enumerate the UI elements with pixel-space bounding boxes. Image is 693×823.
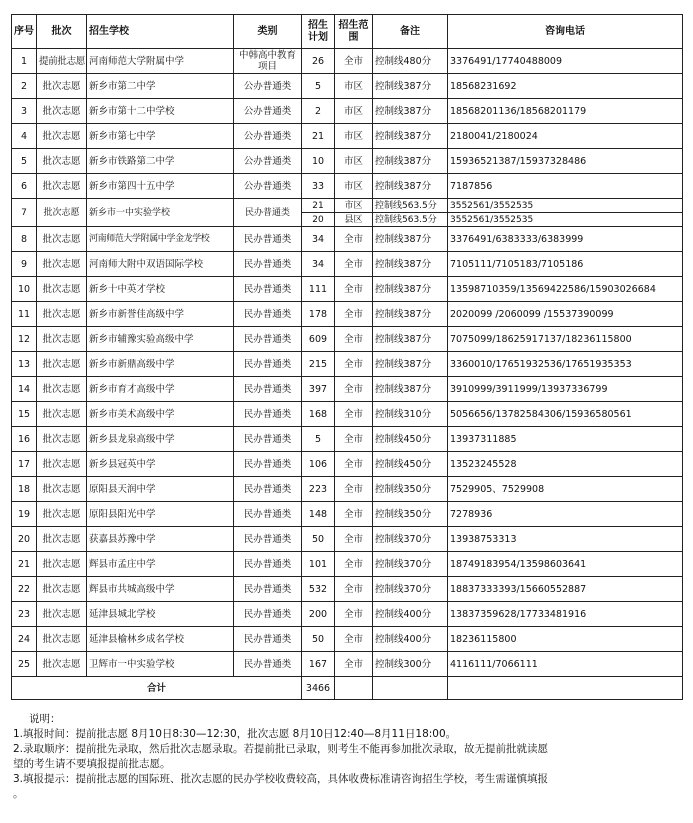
cell-remark: 控制线480分 <box>373 49 448 74</box>
cell-plan: 50 <box>302 627 335 652</box>
cell-phone: 3360010/17651932536/17651935353 <box>448 352 683 377</box>
cell-category: 民办普通类 <box>234 302 302 327</box>
cell-seq: 17 <box>12 452 37 477</box>
cell-remark: 控制线387分 <box>373 352 448 377</box>
cell-plan: 101 <box>302 552 335 577</box>
cell-seq: 18 <box>12 477 37 502</box>
cell-school: 原阳县天润中学 <box>87 477 234 502</box>
cell-category: 民办普通类 <box>234 352 302 377</box>
cell-plan: 167 <box>302 652 335 677</box>
cell-category: 公办普通类 <box>234 149 302 174</box>
cell-plan: 215 <box>302 352 335 377</box>
cell-school: 河南师范大学附属中学金龙学校 <box>87 227 234 252</box>
cell-seq: 4 <box>12 124 37 149</box>
cell-plan: 5 <box>302 74 335 99</box>
cell-plan: 148 <box>302 502 335 527</box>
cell-range: 全市 <box>335 527 373 552</box>
cell-range: 全市 <box>335 302 373 327</box>
cell-category: 民办普通类 <box>234 477 302 502</box>
cell-seq: 7 <box>12 199 37 227</box>
cell-batch: 批次志愿 <box>37 124 87 149</box>
cell-category: 民办普通类 <box>234 577 302 602</box>
cell-school: 新乡市美术高级中学 <box>87 402 234 427</box>
cell-school: 新乡市铁路第二中学 <box>87 149 234 174</box>
cell-phone: 3552561/3552535 <box>448 199 683 213</box>
cell-range: 全市 <box>335 277 373 302</box>
cell-category: 民办普通类 <box>234 427 302 452</box>
cell-category: 民办普通类 <box>234 377 302 402</box>
cell-phone: 7278936 <box>448 502 683 527</box>
cell-category: 民办普通类 <box>234 402 302 427</box>
cell-phone: 18837333393/15660552887 <box>448 577 683 602</box>
cell-school: 新乡市育才高级中学 <box>87 377 234 402</box>
cell-batch: 批次志愿 <box>37 627 87 652</box>
header-seq: 序号 <box>12 15 37 49</box>
cell-phone: 2020099 /2060099 /15537390099 <box>448 302 683 327</box>
header-plan: 招生计划 <box>302 15 335 49</box>
note-time: 1.填报时间：提前批志愿 8月10日8:30—12:30，批次志愿 8月10日12:40—8月11日18:00。 <box>13 728 457 740</box>
cell-school: 新乡县冠英中学 <box>87 452 234 477</box>
table-row <box>12 552 683 577</box>
cell-batch: 批次志愿 <box>37 99 87 124</box>
cell-plan: 200 <box>302 602 335 627</box>
cell-plan: 33 <box>302 174 335 199</box>
table-row <box>12 527 683 552</box>
cell-category: 民办普通类 <box>234 552 302 577</box>
cell-phone: 2180041/2180024 <box>448 124 683 149</box>
cell-remark: 控制线563.5分 <box>373 213 448 227</box>
cell-phone: 18749183954/13598603641 <box>448 552 683 577</box>
cell-range: 全市 <box>335 227 373 252</box>
cell-seq: 15 <box>12 402 37 427</box>
cell-category: 民办普通类 <box>234 502 302 527</box>
cell-remark: 控制线370分 <box>373 527 448 552</box>
cell-phone: 13598710359/13569422586/15903026684 <box>448 277 683 302</box>
cell-phone: 4116111/7066111 <box>448 652 683 677</box>
notes-title: 说明： <box>29 713 61 725</box>
cell-remark: 控制线387分 <box>373 149 448 174</box>
cell-school: 新乡十中英才学校 <box>87 277 234 302</box>
cell-phone: 3552561/3552535 <box>448 213 683 227</box>
cell-batch: 提前批志愿 <box>37 49 87 74</box>
cell-range: 全市 <box>335 627 373 652</box>
cell-remark: 控制线400分 <box>373 627 448 652</box>
notes-section <box>11 712 682 802</box>
cell-remark: 控制线387分 <box>373 124 448 149</box>
cell-school: 延津县城北学校 <box>87 602 234 627</box>
cell-range: 全市 <box>335 552 373 577</box>
table-row <box>12 502 683 527</box>
cell-school: 新乡市辅豫实验高级中学 <box>87 327 234 352</box>
table-row <box>12 302 683 327</box>
cell-range: 市区 <box>335 174 373 199</box>
cell-seq: 16 <box>12 427 37 452</box>
cell-range: 全市 <box>335 377 373 402</box>
note-tip-line2: 。 <box>13 788 24 800</box>
table-row <box>12 124 683 149</box>
cell-phone: 13938753313 <box>448 527 683 552</box>
total-empty-phone <box>448 677 683 700</box>
cell-seq: 9 <box>12 252 37 277</box>
cell-category: 民办普通类 <box>234 452 302 477</box>
table-row <box>12 627 683 652</box>
cell-batch: 批次志愿 <box>37 427 87 452</box>
cell-phone: 7075099/18625917137/18236115800 <box>448 327 683 352</box>
cell-seq: 24 <box>12 627 37 652</box>
cell-range: 市区 <box>335 199 373 213</box>
cell-school: 卫辉市一中实验学校 <box>87 652 234 677</box>
cell-plan: 609 <box>302 327 335 352</box>
cell-phone: 13837359628/17733481916 <box>448 602 683 627</box>
header-school: 招生学校 <box>87 15 234 49</box>
total-empty-remark <box>373 677 448 700</box>
cell-plan: 532 <box>302 577 335 602</box>
header-phone: 咨询电话 <box>448 15 683 49</box>
cell-plan: 5 <box>302 427 335 452</box>
cell-plan: 223 <box>302 477 335 502</box>
cell-plan: 26 <box>302 49 335 74</box>
cell-phone: 5056656/13782584306/15936580561 <box>448 402 683 427</box>
cell-seq: 20 <box>12 527 37 552</box>
cell-category: 民办普通类 <box>234 199 302 227</box>
cell-category: 公办普通类 <box>234 99 302 124</box>
cell-seq: 23 <box>12 602 37 627</box>
cell-category: 中韩高中教育项目 <box>234 49 302 74</box>
cell-plan: 20 <box>302 213 335 227</box>
cell-seq: 5 <box>12 149 37 174</box>
cell-remark: 控制线387分 <box>373 74 448 99</box>
cell-school: 延津县榆林乡成名学校 <box>87 627 234 652</box>
cell-remark: 控制线387分 <box>373 302 448 327</box>
cell-phone: 18568201136/18568201179 <box>448 99 683 124</box>
cell-school: 新乡县龙泉高级中学 <box>87 427 234 452</box>
cell-remark: 控制线563.5分 <box>373 199 448 213</box>
table-row <box>12 402 683 427</box>
cell-range: 全市 <box>335 502 373 527</box>
table-row <box>12 427 683 452</box>
cell-remark: 控制线400分 <box>373 602 448 627</box>
cell-batch: 批次志愿 <box>37 377 87 402</box>
cell-phone: 7105111/7105183/7105186 <box>448 252 683 277</box>
cell-plan: 106 <box>302 452 335 477</box>
cell-batch: 批次志愿 <box>37 602 87 627</box>
table-row <box>12 602 683 627</box>
table-row <box>12 227 683 252</box>
cell-category: 公办普通类 <box>234 124 302 149</box>
cell-batch: 批次志愿 <box>37 452 87 477</box>
table-row <box>12 149 683 174</box>
cell-remark: 控制线370分 <box>373 552 448 577</box>
cell-batch: 批次志愿 <box>37 552 87 577</box>
cell-phone: 3376491/6383333/6383999 <box>448 227 683 252</box>
cell-range: 全市 <box>335 402 373 427</box>
cell-range: 全市 <box>335 577 373 602</box>
header-row <box>12 15 683 49</box>
cell-batch: 批次志愿 <box>37 227 87 252</box>
cell-remark: 控制线387分 <box>373 252 448 277</box>
cell-batch: 批次志愿 <box>37 302 87 327</box>
cell-category: 民办普通类 <box>234 652 302 677</box>
table-row <box>12 352 683 377</box>
cell-range: 市区 <box>335 124 373 149</box>
table-row <box>12 199 683 213</box>
cell-seq: 3 <box>12 99 37 124</box>
cell-phone: 15936521387/15937328486 <box>448 149 683 174</box>
cell-seq: 11 <box>12 302 37 327</box>
cell-batch: 批次志愿 <box>37 527 87 552</box>
total-empty-range <box>335 677 373 700</box>
table-row <box>12 277 683 302</box>
cell-plan: 21 <box>302 124 335 149</box>
cell-remark: 控制线387分 <box>373 99 448 124</box>
cell-remark: 控制线450分 <box>373 427 448 452</box>
cell-phone: 18568231692 <box>448 74 683 99</box>
table-row <box>12 174 683 199</box>
cell-school: 新乡市第七中学 <box>87 124 234 149</box>
cell-seq: 25 <box>12 652 37 677</box>
cell-plan: 34 <box>302 227 335 252</box>
cell-school: 新乡市第二中学 <box>87 74 234 99</box>
cell-remark: 控制线387分 <box>373 327 448 352</box>
cell-phone: 7187856 <box>448 174 683 199</box>
cell-range: 全市 <box>335 327 373 352</box>
cell-batch: 批次志愿 <box>37 174 87 199</box>
cell-category: 民办普通类 <box>234 227 302 252</box>
cell-range: 全市 <box>335 427 373 452</box>
cell-range: 全市 <box>335 252 373 277</box>
cell-range: 市区 <box>335 149 373 174</box>
cell-category: 民办普通类 <box>234 527 302 552</box>
cell-phone: 13937311885 <box>448 427 683 452</box>
cell-remark: 控制线387分 <box>373 174 448 199</box>
table-row <box>12 49 683 74</box>
cell-phone: 13523245528 <box>448 452 683 477</box>
cell-category: 民办普通类 <box>234 327 302 352</box>
admission-table <box>11 14 683 700</box>
cell-category: 公办普通类 <box>234 174 302 199</box>
cell-remark: 控制线387分 <box>373 377 448 402</box>
total-value: 3466 <box>302 677 335 700</box>
cell-seq: 22 <box>12 577 37 602</box>
cell-phone: 3910999/3911999/13937336799 <box>448 377 683 402</box>
cell-remark: 控制线350分 <box>373 502 448 527</box>
cell-range: 县区 <box>335 213 373 227</box>
cell-phone: 3376491/17740488009 <box>448 49 683 74</box>
table-row <box>12 577 683 602</box>
cell-remark: 控制线310分 <box>373 402 448 427</box>
cell-plan: 21 <box>302 199 335 213</box>
cell-seq: 1 <box>12 49 37 74</box>
cell-school: 河南师范大学附属中学 <box>87 49 234 74</box>
cell-school: 新乡市第十二中学校 <box>87 99 234 124</box>
cell-remark: 控制线387分 <box>373 277 448 302</box>
cell-batch: 批次志愿 <box>37 149 87 174</box>
header-range: 招生范围 <box>335 15 373 49</box>
table-row <box>12 99 683 124</box>
table-row <box>12 252 683 277</box>
cell-seq: 19 <box>12 502 37 527</box>
note-order-line1: 2.录取顺序：提前批先录取，然后批次志愿录取。若提前批已录取，则考生不能再参加批次录取，故无提前批就读愿 <box>13 743 549 755</box>
cell-batch: 批次志愿 <box>37 402 87 427</box>
table-row <box>12 652 683 677</box>
cell-remark: 控制线387分 <box>373 227 448 252</box>
cell-plan: 111 <box>302 277 335 302</box>
cell-batch: 批次志愿 <box>37 502 87 527</box>
cell-category: 公办普通类 <box>234 74 302 99</box>
note-tip-line1: 3.填报提示：提前批志愿的国际班、批次志愿的民办学校收费较高，具体收费标准请咨询招生学校，考生需谨慎填报 <box>13 773 549 785</box>
cell-school: 新乡市第四十五中学 <box>87 174 234 199</box>
cell-school: 新乡市新誉佳高级中学 <box>87 302 234 327</box>
cell-batch: 批次志愿 <box>37 652 87 677</box>
cell-batch: 批次志愿 <box>37 352 87 377</box>
cell-school: 原阳县阳光中学 <box>87 502 234 527</box>
cell-seq: 6 <box>12 174 37 199</box>
table-row <box>12 452 683 477</box>
cell-plan: 2 <box>302 99 335 124</box>
header-category: 类别 <box>234 15 302 49</box>
cell-range: 市区 <box>335 74 373 99</box>
cell-phone: 7529905、7529908 <box>448 477 683 502</box>
cell-category: 民办普通类 <box>234 602 302 627</box>
cell-school: 新乡市新鼎高级中学 <box>87 352 234 377</box>
cell-batch: 批次志愿 <box>37 577 87 602</box>
cell-range: 市区 <box>335 99 373 124</box>
cell-school: 获嘉县苏豫中学 <box>87 527 234 552</box>
cell-seq: 14 <box>12 377 37 402</box>
cell-seq: 8 <box>12 227 37 252</box>
cell-batch: 批次志愿 <box>37 74 87 99</box>
cell-batch: 批次志愿 <box>37 277 87 302</box>
total-row <box>12 677 683 700</box>
cell-school: 河南师大附中双语国际学校 <box>87 252 234 277</box>
table-row <box>12 477 683 502</box>
cell-remark: 控制线370分 <box>373 577 448 602</box>
total-label: 合计 <box>12 677 302 700</box>
cell-category: 民办普通类 <box>234 277 302 302</box>
cell-school: 新乡市一中实验学校 <box>87 199 234 227</box>
cell-seq: 10 <box>12 277 37 302</box>
cell-plan: 397 <box>302 377 335 402</box>
cell-range: 全市 <box>335 602 373 627</box>
cell-plan: 34 <box>302 252 335 277</box>
cell-range: 全市 <box>335 352 373 377</box>
cell-category: 民办普通类 <box>234 627 302 652</box>
cell-range: 全市 <box>335 49 373 74</box>
cell-category: 民办普通类 <box>234 252 302 277</box>
cell-batch: 批次志愿 <box>37 252 87 277</box>
cell-batch: 批次志愿 <box>37 327 87 352</box>
cell-batch: 批次志愿 <box>37 477 87 502</box>
cell-plan: 50 <box>302 527 335 552</box>
cell-seq: 12 <box>12 327 37 352</box>
cell-remark: 控制线450分 <box>373 452 448 477</box>
cell-seq: 2 <box>12 74 37 99</box>
cell-phone: 18236115800 <box>448 627 683 652</box>
cell-remark: 控制线300分 <box>373 652 448 677</box>
table-row <box>12 377 683 402</box>
cell-plan: 168 <box>302 402 335 427</box>
cell-seq: 13 <box>12 352 37 377</box>
cell-school: 辉县市共城高级中学 <box>87 577 234 602</box>
header-batch: 批次 <box>37 15 87 49</box>
cell-batch: 批次志愿 <box>37 199 87 227</box>
cell-plan: 10 <box>302 149 335 174</box>
table-row <box>12 327 683 352</box>
cell-plan: 178 <box>302 302 335 327</box>
cell-school: 辉县市孟庄中学 <box>87 552 234 577</box>
cell-seq: 21 <box>12 552 37 577</box>
cell-range: 全市 <box>335 452 373 477</box>
cell-remark: 控制线350分 <box>373 477 448 502</box>
note-order-line2: 望的考生请不要填报提前批志愿。 <box>13 758 171 770</box>
header-remark: 备注 <box>373 15 448 49</box>
cell-range: 全市 <box>335 477 373 502</box>
table-row <box>12 74 683 99</box>
cell-range: 全市 <box>335 652 373 677</box>
